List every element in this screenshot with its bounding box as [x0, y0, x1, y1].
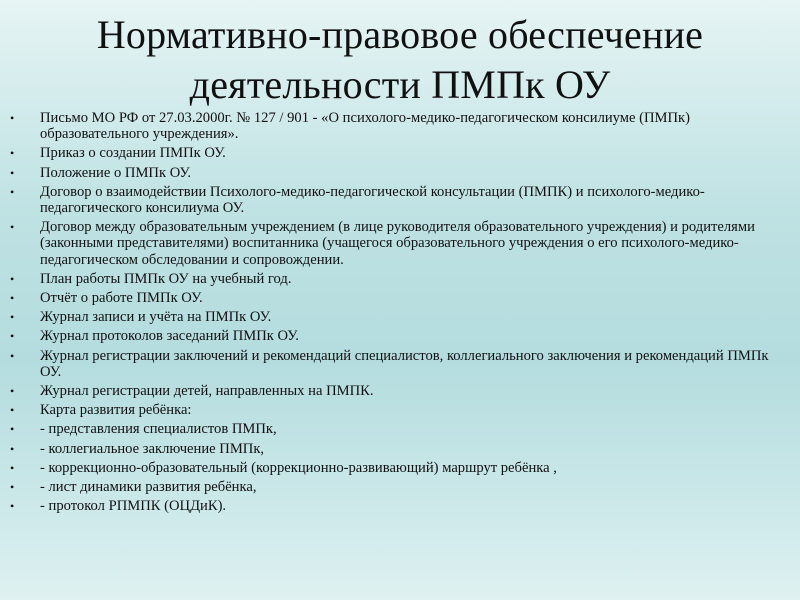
bullet-icon: •	[10, 111, 15, 125]
page-title	[0, 10, 800, 110]
bullet-icon: •	[10, 291, 15, 306]
bullet-icon: •	[10, 422, 15, 437]
list-item	[10, 348, 790, 380]
list-item-text: Приказ о создании ПМПк ОУ.	[40, 145, 226, 162]
list-item-text: - лист динамики развития ребёнка,	[40, 479, 257, 496]
list-item-text: Договор между образовательным учреждением (в лице руководителя образовательного учреждения) и родителями (законными представителями) воспитанника (учащегося образовательного учреждения о его психолого-медико-педагогическом обследовании и сопровождении.	[40, 219, 755, 268]
list-item-text: Отчёт о работе ПМПк ОУ.	[40, 290, 203, 307]
bullet-icon: •	[10, 146, 15, 161]
bullet-icon: •	[10, 184, 15, 199]
list-item-text: Положение о ПМПк ОУ.	[40, 164, 192, 181]
list-item	[10, 271, 790, 287]
list-item-text: Журнал регистрации заключений и рекомендаций специалистов, коллегиального заключения и рекомендаций ПМПк ОУ.	[40, 347, 769, 380]
title-line-2: деятельности ПМПк ОУ	[189, 62, 611, 107]
list-item	[10, 309, 790, 325]
list-item	[10, 402, 790, 418]
bullet-icon: •	[10, 441, 15, 456]
bullet-icon: •	[10, 220, 15, 235]
list-item	[10, 383, 790, 399]
list-item-text: Журнал протоколов заседаний ПМПк ОУ.	[40, 328, 299, 345]
list-item-text: - коллегиальное заключение ПМПк,	[40, 440, 265, 457]
bullet-icon: •	[10, 329, 15, 344]
list-item	[10, 479, 790, 495]
bullet-icon: •	[10, 348, 15, 363]
bullet-icon: •	[10, 460, 15, 475]
list-item-text: Карта развития ребёнка:	[40, 402, 192, 419]
bullet-icon: •	[10, 499, 15, 514]
title-line-1: Нормативно-правовое обеспечение	[96, 12, 704, 57]
list-item-text: Журнал записи и учёта на ПМПк ОУ.	[40, 309, 272, 326]
list-item-text: План работы ПМПк ОУ на учебный год.	[40, 270, 292, 287]
list-item	[10, 441, 790, 457]
list-item-text: - протокол РПМПК (ОЦДиК).	[40, 498, 227, 515]
bullet-icon: •	[10, 480, 15, 495]
list-item	[10, 460, 790, 476]
list-item	[10, 328, 790, 344]
document-list	[10, 110, 790, 517]
bullet-icon: •	[10, 384, 15, 399]
list-item-text: - представления специалистов ПМПк,	[40, 421, 277, 438]
list-item	[10, 498, 790, 514]
bullet-icon: •	[10, 271, 15, 286]
bullet-icon: •	[10, 165, 15, 180]
list-item-text: Письмо МО РФ от 27.03.2000г. № 127 / 901 - «О психолого-медико-педагогическом консилиуме (ПМПк) образовательного учреждения».	[40, 110, 691, 143]
list-item	[10, 165, 790, 181]
list-item	[10, 290, 790, 306]
list-item	[10, 421, 790, 437]
list-item	[10, 219, 790, 268]
list-item-text: Договор о взаимодействии Психолого-медико-педагогической консультации (ПМПК) и психолого-медико-педагогического консилиума ОУ.	[40, 183, 705, 217]
list-item-text: - коррекционно-образовательный (коррекционно-развивающий) маршрут ребёнка ,	[40, 459, 557, 476]
bullet-icon: •	[10, 403, 15, 418]
list-item	[10, 184, 790, 216]
list-item	[10, 145, 790, 161]
bullet-icon: •	[10, 310, 15, 325]
list-item-text: Журнал регистрации детей, направленных на ПМПК.	[40, 383, 374, 400]
list-item	[10, 110, 790, 142]
